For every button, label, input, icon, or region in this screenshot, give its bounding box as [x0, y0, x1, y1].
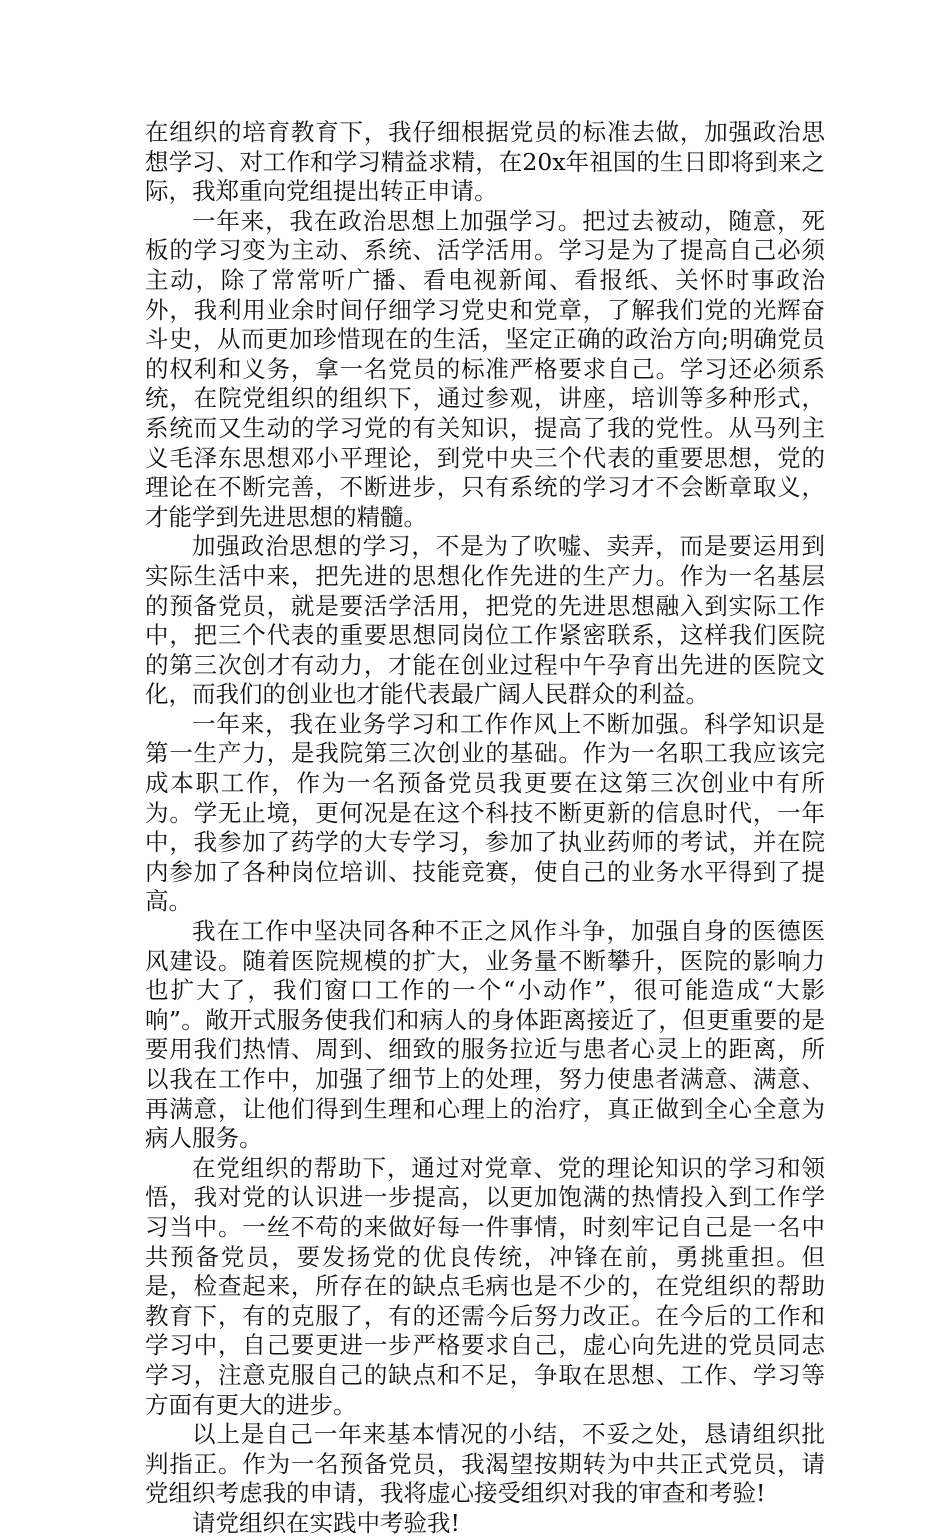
paragraph-6: 在党组织的帮助下，通过对党章、党的理论知识的学习和领悟，我对党的认识进一步提高，以更加饱满的热情投入到工作学习当中。一丝不苟的来做好每一件事情，时刻牢记自己是一名中共预备党员，要发扬党的优良传统，冲锋在前，勇挑重担。但是，检查起来，所存在的缺点毛病也是不少的，在党组织的帮助教育下，有的克服了，有的还需今后努力改正。在今后的工作和学习中，自己要更进一步严格要求自己，虚心向先进的党员同志学习，注意克服自己的缺点和不足，争取在思想、工作、学习等方面有更大的进步。: [145, 1153, 825, 1419]
paragraph-5: 我在工作中坚决同各种不正之风作斗争，加强自身的医德医风建设。随着医院规模的扩大，业务量不断攀升，医院的影响力也扩大了，我们窗口工作的一个“小动作”，很可能造成“大影响”。敞开式服务使我们和病人的身体距离接近了，但更重要的是要用我们热情、周到、细致的服务拉近与患者心灵上的距离，所以我在工作中，加强了细节上的处理，努力使患者满意、满意、再满意，让他们得到生理和心理上的治疗，真正做到全心全意为病人服务。: [145, 917, 825, 1153]
paragraph-8: 请党组织在实践中考验我!: [192, 1508, 460, 1537]
paragraph-1: 在组织的培育教育下，我仔细根据党员的标准去做，加强政治思想学习、对工作和学习精益求精，在20x年祖国的生日即将到来之际，我郑重向党组提出转正申请。: [145, 118, 825, 206]
document-body: [145, 118, 825, 1539]
paragraph-7: 以上是自己一年来基本情况的小结，不妥之处，恳请组织批判指正。作为一名预备党员，我渴望按期转为中共正式党员，请党组织考虑我的申请，我将虚心接受组织对我的审查和考验!: [145, 1420, 825, 1508]
paragraph-4: 一年来，我在业务学习和工作作风上不断加强。科学知识是第一生产力，是我院第三次创业的基础。作为一名职工我应该完成本职工作，作为一名预备党员我更要在这第三次创业中有所为。学无止境，更何况是在这个科技不断更新的信息时代，一年中，我参加了药学的大专学习，参加了执业药师的考试，并在院内参加了各种岗位培训、技能竞赛，使自己的业务水平得到了提高。: [145, 709, 825, 916]
paragraph-3: 加强政治思想的学习，不是为了吹嘘、卖弄，而是要运用到实际生活中来，把先进的思想化作先进的生产力。作为一名基层的预备党员，就是要活学活用，把党的先进思想融入到实际工作中，把三个代表的重要思想同岗位工作紧密联系，这样我们医院的第三次创才有动力，才能在创业过程中午孕育出先进的医院文化，而我们的创业也才能代表最广阔人民群众的利益。: [145, 532, 825, 709]
paragraph-2: 一年来，我在政治思想上加强学习。把过去被动，随意，死板的学习变为主动、系统、活学活用。学习是为了提高自己必须主动，除了常常听广播、看电视新闻、看报纸、关怀时事政治外，我利用业余时间仔细学习党史和党章，了解我们党的光辉奋斗史，从而更加珍惜现在的生活，坚定正确的政治方向;明确党员的权利和义务，拿一名党员的标准严格要求自己。学习还必须系统，在院党组织的组织下，通过参观，讲座，培训等多种形式，系统而又生动的学习党的有关知识，提高了我的党性。从马列主义毛泽东思想邓小平理论，到党中央三个代表的重要思想，党的理论在不断完善，不断进步，只有系统的学习才不会断章取义，才能学到先进思想的精髓。: [145, 206, 825, 531]
